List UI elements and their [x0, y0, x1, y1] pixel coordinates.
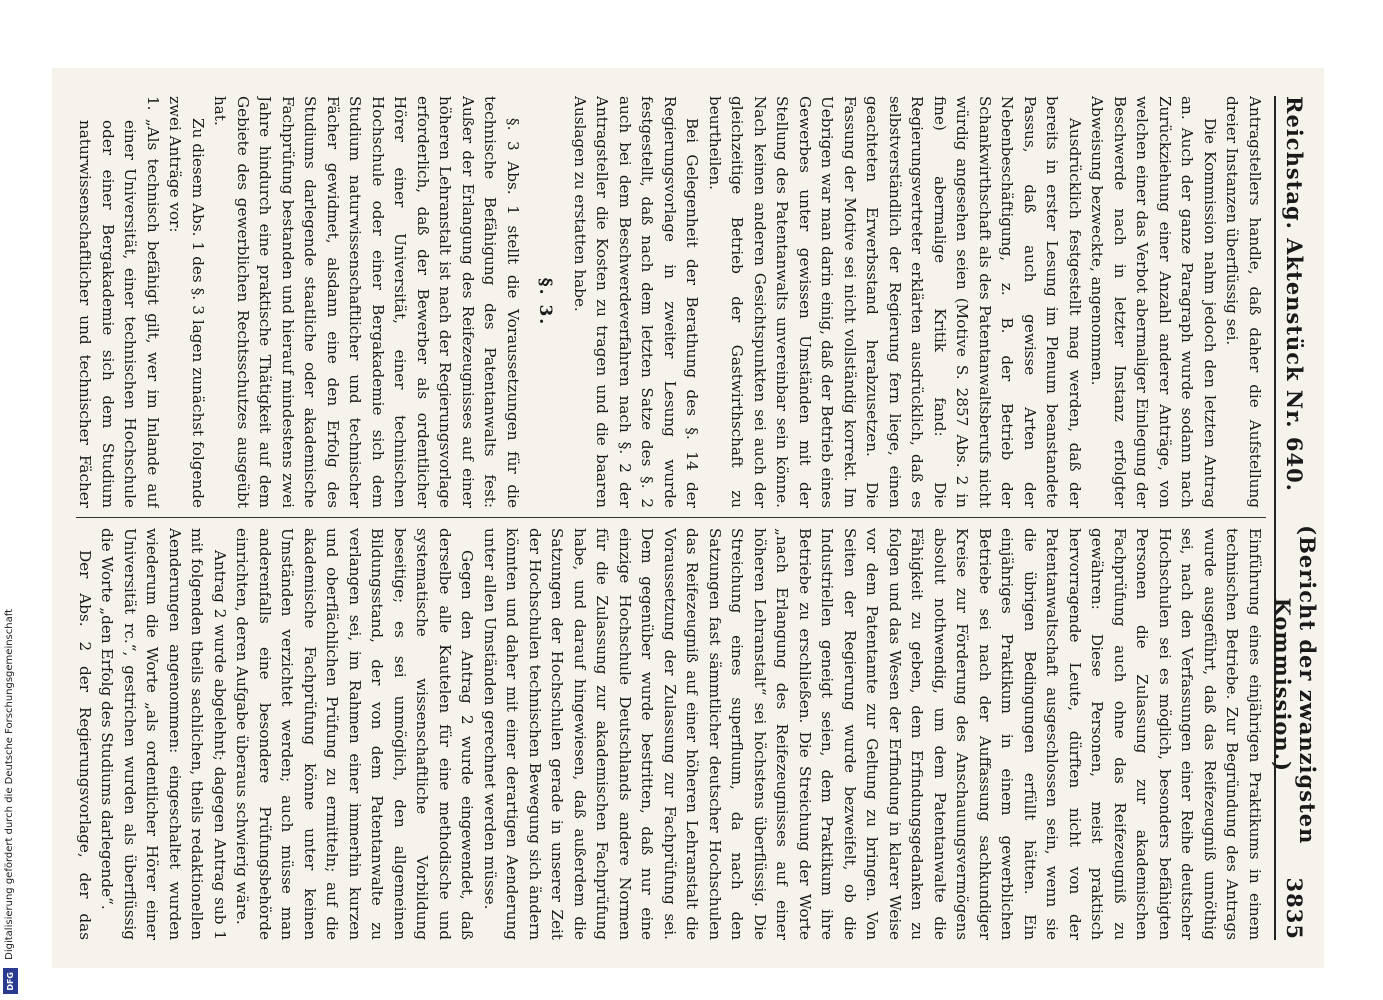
- header-left: Reichstag. Aktenstück Nr. 640.: [1282, 96, 1308, 492]
- scanned-page: [52, 68, 1324, 968]
- paragraph: Zu diesem Abs. 1 des §. 3 lagen zunächst folgende zwei Anträge vor:: [166, 96, 207, 508]
- left-column: [76, 96, 1266, 508]
- paragraph: Antragstellers handle, daß daher die Aufstellung dreier Instanzen überflüssig sei.: [1223, 96, 1264, 508]
- paragraph: Der Abs. 2 der Regierungsvorlage, der das: [76, 550, 94, 940]
- document-page: [52, 68, 1324, 968]
- header-rule: [1274, 96, 1276, 940]
- section-heading: §. 3.: [535, 277, 556, 327]
- right-column: [76, 528, 1266, 940]
- paragraph: Einführung eines einjährigen Praktikums in einem technischen Betriebe. Zur Begründung des Antrags wurde ausgeführt, daß das Reifezeugniß unnöthig sei, nach den Verfassungen einer Reihe deutscher Hochschulen sei es möglich, besonders befähigten Personen die Zulassung zur akademischen Fachprüfung auch ohne das Reifezeugniß zu gewähren: Diese Personen, meist praktisch hervorragende Leute, dürften nicht von der Patentanwaltschaft ausgeschlossen sein, wenn sie die übrigen Bedingungen erfüllt hätten. Ein einjähriges Praktikum in einem gewerblichen Betriebe sei nach der Auffassung sachkundiger Kreise zur Förderung des Anschauungsvermögens absolut nothwendig, um dem Patentanwalte die Fähigkeit zu geben, dem Erfindungsgedanken zu folgen und das Wesen der Erfindung in klarer Weise vor dem Patentamte zur Geltung zu bringen. Von Seiten der Regierung wurde bezweifelt, ob die Industriellen geneigt seien, dem Praktikum ihre Betriebe zu erschließen. Die Streichung der Worte „nach Erlangung des Reifezeugnisses auf einer höheren Lehranstalt“ sei höchstens überflüssig. Die Streichung eines superfluum, da nach den Satzungen fast sämmtlicher deutscher Hochschulen das Reifezeugniß auf einer höheren Lehranstalt die Voraussetzung der Zulassung zur Fachprüfung sei. Dem gegenüber wurde bestritten, daß nur eine einzige Hochschule Deutschlands andere Normen für die Zulassung zur akademischen Fachprüfung habe, und darauf hingewiesen, daß außerdem die Satzungen der Hochschulen gerade in unserer Zeit der Hochschulen technischen Bewegung sich ändern könnten und daher mit einer derartigen Aenderung unter allen Umständen gerechnet werden müsse.: [481, 528, 1264, 940]
- paragraph: §. 3 Abs. 1 stellt die Voraussetzungen für die technische Befähigung des Patentanwalts fest: Außer der Erlangung des Reifezeugnisses auf einer höheren Lehranstalt ist nach der Regierungsvorlage erforderlich, daß der Bewerber als ordentlicher Hörer einer Universität, einer technischen Hochschule oder einer Bergakademie sich dem Studium naturwissenschaftlicher und technischer Fächer gewidmet, alsdann eine den Erfolg des Studiums darlegende staatliche oder akademische Fachprüfung bestanden und hierauf mindestens zwei Jahre hindurch eine praktische Thätigkeit auf dem Gebiete des gewerblichen Rechtsschutzes ausgeübt hat.: [211, 96, 522, 508]
- column-divider: [76, 517, 1266, 518]
- paragraph: Antrag 2 wurde abgelehnt; dagegen Antrag sub 1 mit folgenden theils sachlichen, theils redaktionellen Aenderungen angenommen: eingeschaltet wurden wiederum die Worte „als ordentlicher Hörer einer Universität rc.“, gestrichen wurden als überflüssig die Worte „den Erfolg des Studiums darlegende“.: [98, 528, 229, 940]
- paragraph: Bei Gelegenheit der Berathung des §. 14 der Regierungsvorlage in zweiter Lesung wurde festgestellt, daß nach dem letzten Satze des §. 2 auch bei dem Beschwerdeverfahren nach §. 2 der Antragsteller die Kosten zu tragen und die baaren Auslagen zu erstatten habe.: [571, 96, 702, 508]
- running-header: [1270, 96, 1320, 940]
- paragraph: Gegen den Antrag 2 wurde eingewendet, daß derselbe alle Kautelen für eine methodische und systematische wissenschaftliche Vorbildung beseitige; es sei unmöglich, den allgemeinen Bildungsstand, der von dem Patentanwalte zu verlangen sei, im Rahmen einer immerhin kurzen und oberflächlichen Prüfung zu ermitteln; auf die akademische Fachprüfung könne unter keinen Umständen verzichtet werden; auch müsse man anderenfalls eine besondere Prüfungsbehörde einrichten, deren Aufgabe überaus schwierig wäre.: [233, 528, 477, 940]
- paragraph: Die Kommission nahm jedoch den letzten Antrag an. Auch der ganze Paragraph wurde sodann nach Zurückziehung einer Anzahl anderer Anträge, von welchen einer das Verbot abermaliger Einlegung der Beschwerde nach in letzter Instanz erfolgter Abweisung bezweckte, angenommen.: [1088, 96, 1219, 508]
- dfg-logo-icon: DFG: [3, 968, 18, 994]
- motion-item-1: 1. „Als technisch befähigt gilt, wer im Inlande auf einer Universität, einer technischen Hochschule oder einer Bergakademie sich dem Studium naturwissenschaftlicher und technischer Fächer: [76, 96, 162, 508]
- digitization-credit-strip: [0, 0, 22, 1000]
- header-center: (Bericht der zwanzigsten Kommission.): [1270, 525, 1320, 845]
- paragraph: Ausdrücklich festgestellt mag werden, daß der bereits in erster Lesung im Plenum beanstandete Passus, daß auch gewisse Arten der Nebenbeschäftigung, z. B. der Betrieb der Schankwirthschaft als des Patentanwaltsberufs nicht würdig angesehen seien (Motive S. 2857 Abs. 2 in fine) abermalige Kritik fand: Die Regierungsvertreter erklärten ausdrücklich, daß es selbstverständlich der Regierung fern liege, einen geachteten Erwerbsstand herabzusetzen. Die Fassung der Motive sei nicht vollständig korrekt. Im Uebrigen war man darin einig, daß der Betrieb eines Gewerbes unter gewissen Umständen mit der Stellung des Patentanwalts unvereinbar sein könne. Nach keinen anderen Gesichtspunkten sei auch der gleichzeitige Betrieb der Gastwirthschaft zu beurtheilen.: [706, 96, 1084, 508]
- dfg-credit-text: Digitalisierung gefördert durch die Deutsche Forschungsgemeinschaft: [4, 609, 15, 960]
- page-number: 3835: [1282, 877, 1308, 940]
